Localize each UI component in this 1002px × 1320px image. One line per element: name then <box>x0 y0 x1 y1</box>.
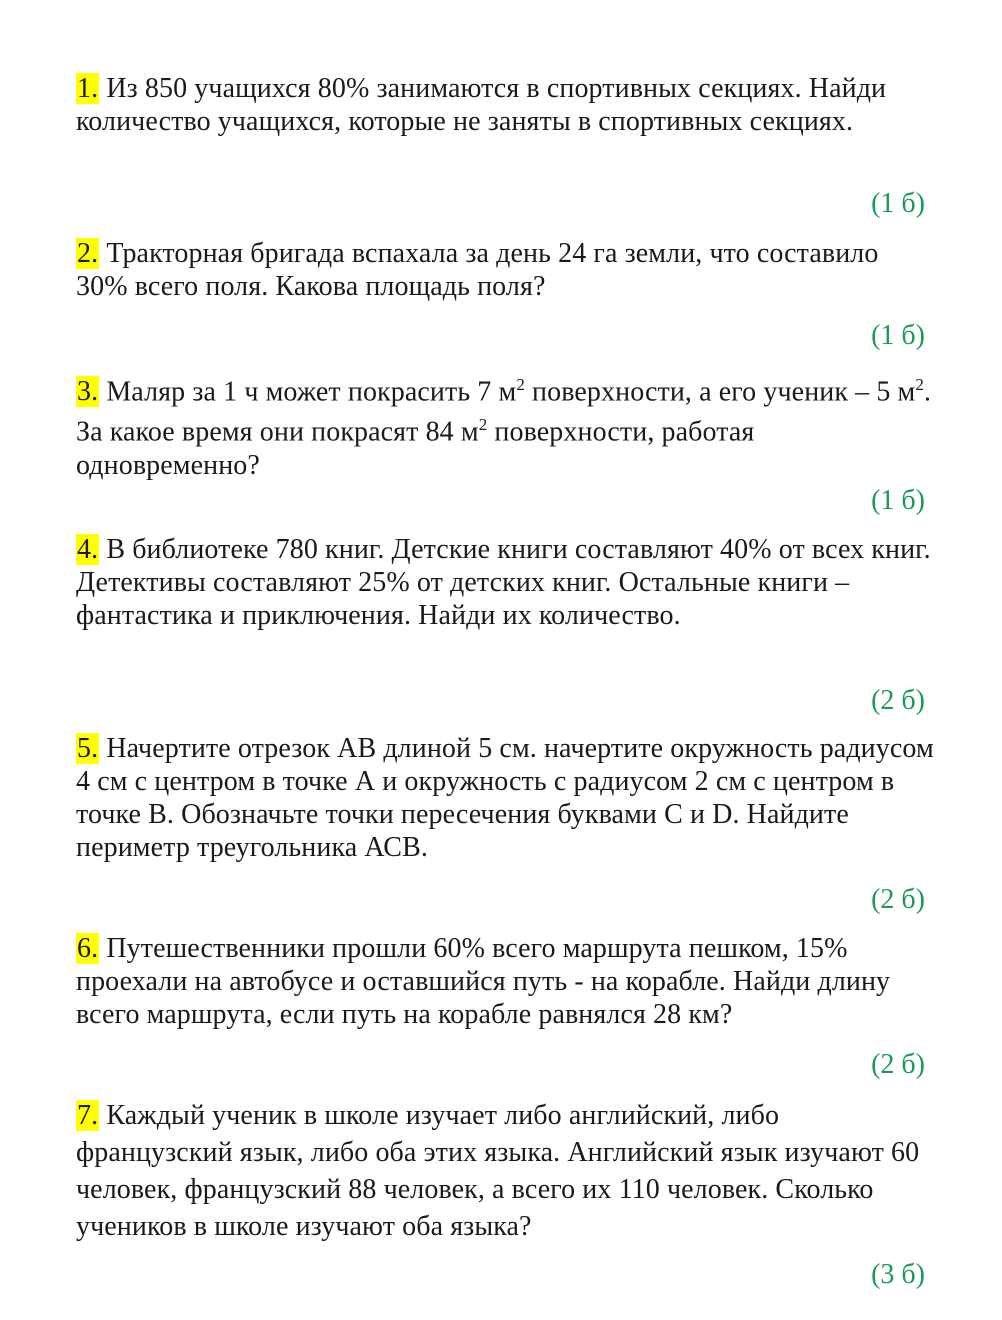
task-3-body-part-2: поверхности, а его ученик – 5 м <box>524 376 916 408</box>
task-1-body: Из 850 учащихся 80% занимаются в спортивных секциях. Найди количество учащихся, которые не заняты в спортивных секциях. <box>76 73 887 137</box>
task-4-number: 4. <box>77 534 99 565</box>
task-5-body: Начертите отрезок АВ длиной 5 см. начертите окружность радиусом 4 см с центром в точке А и окружность с радиусом 2 см с центром в точке В. Обозначьте точки пересечения буквами С и D. Найдите периметр треугольника АСВ. <box>76 733 934 863</box>
task-4-body: В библиотеке 780 книг. Детские книги составляют 40% от всех книг. Детективы составляют 25% от детских книг. Остальные книги – фантастика и приключения. Найди их количество. <box>76 534 931 631</box>
task-7-score: (3 б) <box>871 1259 925 1290</box>
task-5 <box>76 732 936 864</box>
task-4 <box>76 533 936 632</box>
task-6-score: (2 б) <box>871 1049 925 1080</box>
task-1-number: 1. <box>77 73 99 104</box>
task-6-body: Путешественники прошли 60% всего маршрута пешком, 15% проехали на автобусе и оставшийся путь - на корабле. Найди длину всего маршрута, если путь на корабле равнялся 28 км? <box>76 933 891 1030</box>
task-6 <box>76 932 936 1031</box>
task-5-text <box>76 732 936 864</box>
task-2-number: 2. <box>77 238 99 269</box>
task-3-score: (1 б) <box>871 485 925 516</box>
task-1 <box>76 72 936 138</box>
task-3-superscript-1: 2 <box>516 375 525 394</box>
task-3-text <box>76 368 936 482</box>
task-1-text <box>76 72 936 138</box>
task-5-number: 5. <box>77 733 99 764</box>
task-3-body-part-4: поверхности, работая одновременно? <box>76 416 755 481</box>
task-2-text <box>76 237 936 303</box>
task-3-number: 3. <box>77 376 99 408</box>
task-3-body-part-3: . За какое время они покрасят 84 м <box>76 376 932 448</box>
task-7-text <box>76 1097 936 1245</box>
task-4-score: (2 б) <box>871 685 925 716</box>
task-7-number: 7. <box>77 1100 99 1131</box>
task-3-superscript-2: 2 <box>915 375 924 394</box>
task-1-score: (1 б) <box>871 188 925 219</box>
task-2-body: Тракторная бригада вспахала за день 24 га земли, что составило 30% всего поля. Какова площадь поля? <box>76 238 879 302</box>
task-6-number: 6. <box>77 933 99 964</box>
task-2-score: (1 б) <box>871 320 925 351</box>
task-6-text <box>76 932 936 1031</box>
task-3 <box>76 368 936 482</box>
task-7-body: Каждый ученик в школе изучает либо английский, либо французский язык, либо оба этих языка. Английский язык изучают 60 человек, французский 88 человек, а всего их 110 человек. Сколько учеников в школе изучают оба языка? <box>76 1100 920 1242</box>
task-3-body-part-1: Маляр за 1 ч может покрасить 7 м <box>106 376 517 408</box>
task-4-text <box>76 533 936 632</box>
task-7 <box>76 1097 936 1245</box>
task-3-superscript-3: 2 <box>478 415 488 435</box>
task-2 <box>76 237 936 303</box>
task-5-score: (2 б) <box>871 884 925 915</box>
